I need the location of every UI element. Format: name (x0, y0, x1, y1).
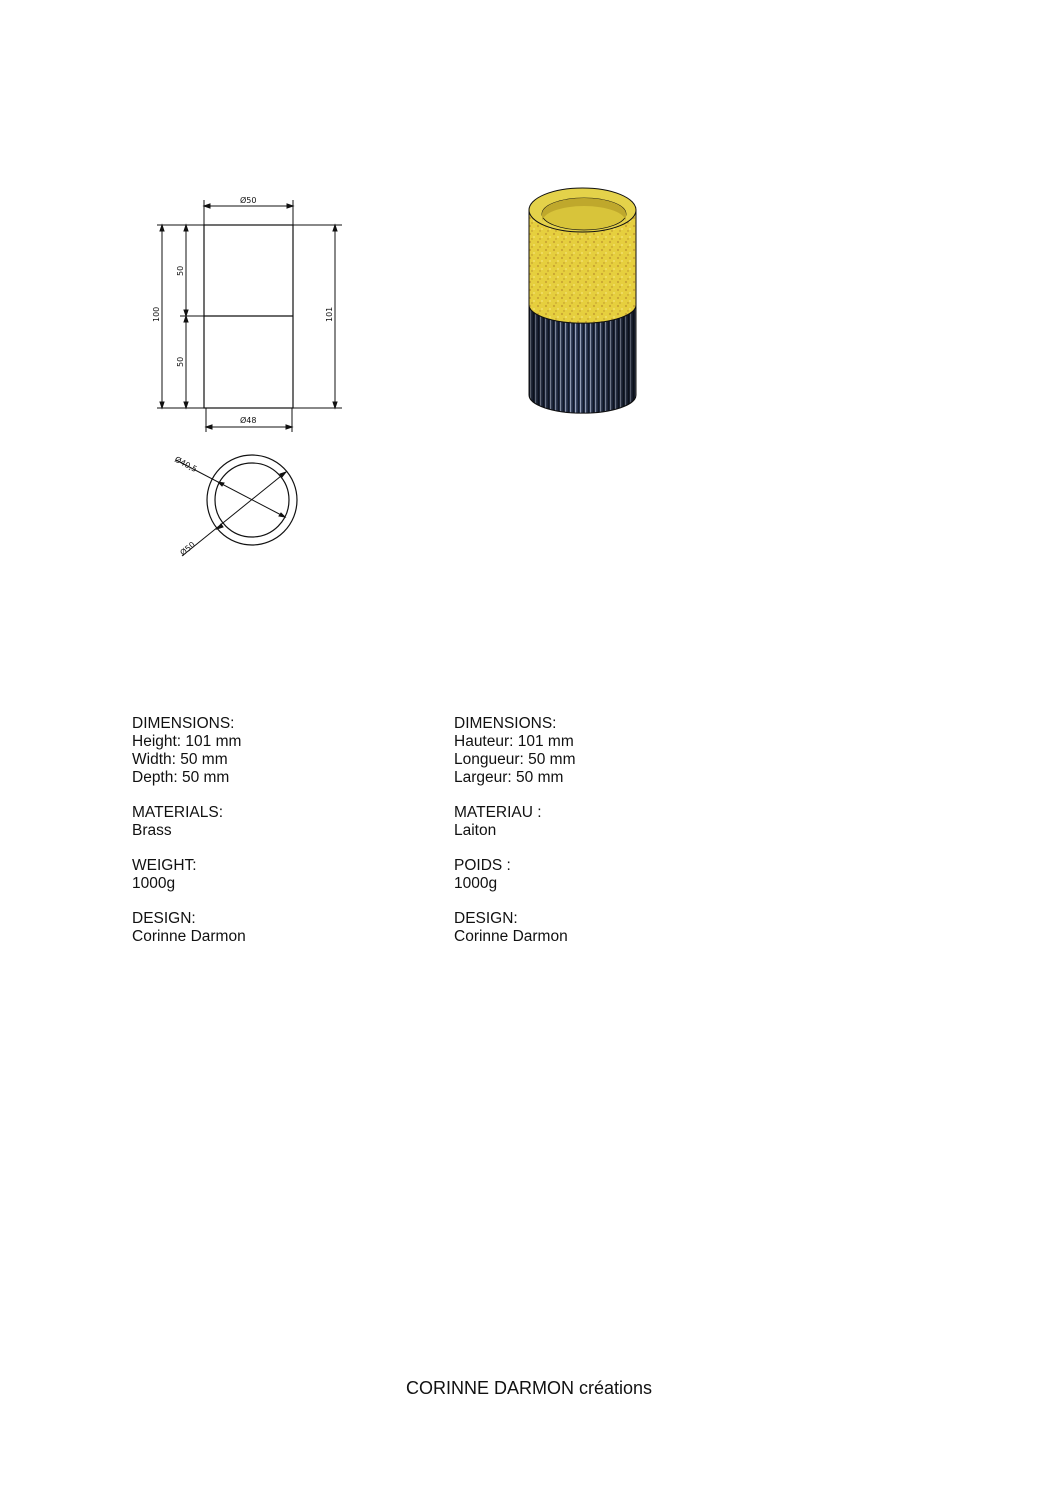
specs-english (132, 715, 246, 963)
dimensions-heading: DIMENSIONS: (454, 715, 557, 732)
hauteur-value: Hauteur: 101 mm (454, 733, 574, 750)
design-heading: DESIGN: (454, 910, 518, 927)
outer-diameter-leader (182, 472, 286, 556)
designer-value: Corinne Darmon (132, 928, 246, 945)
lower-height-label: 50 (176, 356, 185, 367)
weight-heading: WEIGHT: (132, 857, 197, 874)
height-value: Height: 101 mm (132, 733, 242, 750)
dimensions-group-en (132, 715, 246, 787)
dimensions-heading: DIMENSIONS: (132, 715, 235, 732)
inner-diameter-label: Ø40,5 (173, 454, 199, 475)
dimensions-group-fr (454, 715, 576, 787)
top-diameter-label: Ø50 (240, 196, 257, 205)
outer-diameter-label: Ø50 (178, 540, 197, 558)
width-value: Width: 50 mm (132, 751, 228, 768)
upper-height-label: 50 (176, 265, 185, 276)
poids-heading: POIDS : (454, 857, 511, 874)
depth-value: Depth: 50 mm (132, 769, 230, 786)
poids-value: 1000g (454, 875, 498, 892)
design-group-en (132, 910, 246, 946)
design-heading: DESIGN: (132, 910, 196, 927)
footer-brand: CORINNE DARMON créations (405, 1378, 653, 1398)
materiau-value: Laiton (454, 822, 497, 839)
weight-group-en (132, 857, 246, 893)
design-group-fr (454, 910, 576, 946)
largeur-value: Largeur: 50 mm (454, 769, 564, 786)
total-height-right-label: 101 (325, 306, 334, 322)
materiau-heading: MATERIAU : (454, 804, 542, 821)
technical-drawing (140, 185, 380, 570)
total-height-left-label: 100 (152, 306, 161, 322)
specs-french (454, 715, 576, 963)
material-value: Brass (132, 822, 172, 839)
weight-group-fr (454, 857, 576, 893)
materials-heading: MATERIALS: (132, 804, 224, 821)
longueur-value: Longueur: 50 mm (454, 751, 576, 768)
designer-value: Corinne Darmon (454, 928, 568, 945)
bottom-diameter-label: Ø48 (240, 416, 257, 425)
material-group-fr (454, 804, 576, 840)
product-render (520, 185, 650, 420)
weight-value: 1000g (132, 875, 176, 892)
materials-group-en (132, 804, 246, 840)
